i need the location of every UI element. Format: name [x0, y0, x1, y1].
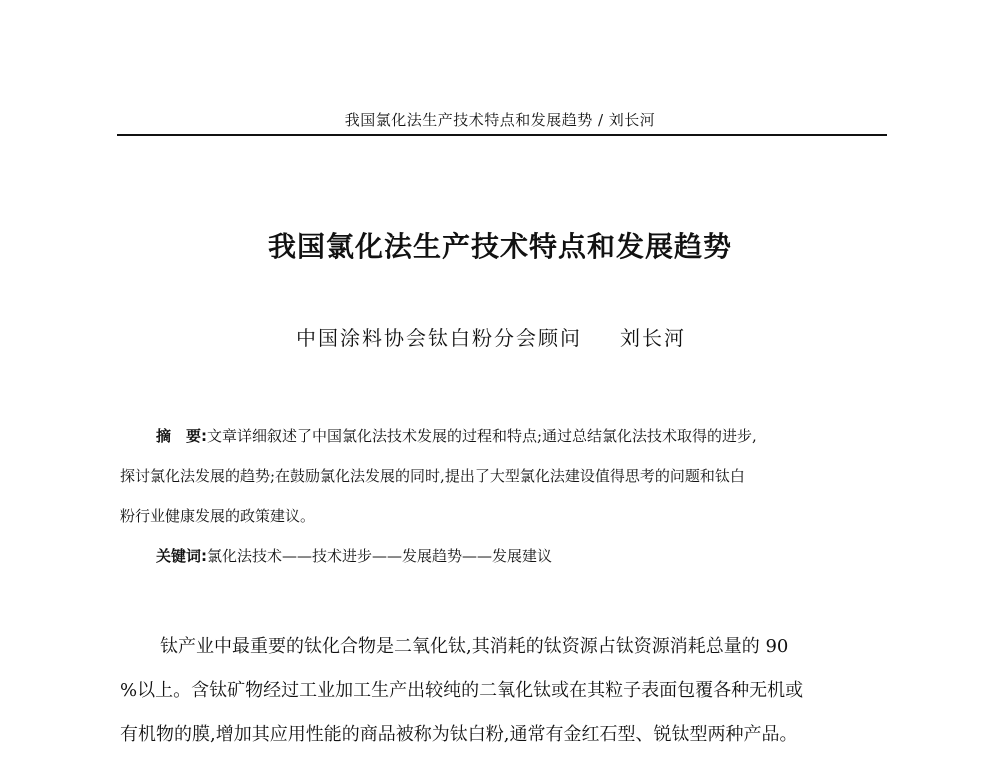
paper-title: 我国氯化法生产技术特点和发展趋势 [267, 230, 732, 263]
abstract-line-1 [120, 416, 885, 456]
byline [296, 322, 686, 351]
abstract-line-3: 粉行业健康发展的政策建议。 [120, 507, 316, 525]
keywords-label: 关键词: [156, 547, 207, 565]
keywords-text: 氯化法技术——技术进步——发展趋势——发展建议 [207, 547, 553, 565]
body-line-1: 钛产业中最重要的钛化合物是二氧化钛,其消耗的钛资源占钛资源消耗总量的 90 [160, 636, 789, 657]
keywords [156, 545, 552, 566]
abstract-line-2: 探讨氯化法发展的趋势;在鼓励氯化法发展的同时,提出了大型氯化法建设值得思考的问题和钛白 [120, 467, 745, 485]
abstract-text-1: 文章详细叙述了中国氯化法技术发展的过程和特点;通过总结氯化法技术取得的进步, [207, 427, 757, 445]
body-line-2: %以上。含钛矿物经过工业加工生产出较纯的二氧化钛或在其粒子表面包覆各种无机或 [120, 680, 804, 701]
author-affiliation: 中国涂料协会钛白粉分会顾问 [296, 326, 582, 350]
abstract [120, 416, 885, 536]
running-header: 我国氯化法生产技术特点和发展趋势 / 刘长河 [344, 111, 656, 129]
body-line-3: 有机物的膜,增加其应用性能的商品被称为钛白粉,通常有金红石型、锐钛型两种产品。 [120, 724, 798, 745]
header-rule [117, 134, 887, 136]
author-name: 刘长河 [620, 326, 686, 350]
abstract-label: 摘 要: [156, 427, 207, 445]
body-text [120, 625, 890, 757]
